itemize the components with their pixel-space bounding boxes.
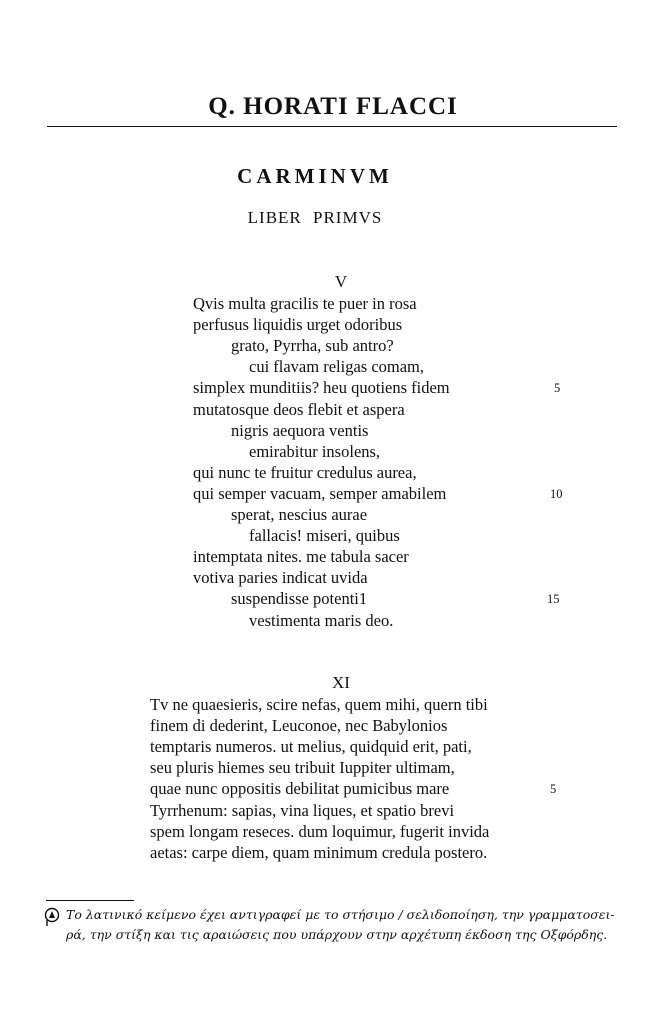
- verse-line: aetas: carpe diem, quam minimum credula postero.: [150, 842, 488, 862]
- verse-line: simplex munditiis? heu quotiens fidem: [193, 378, 450, 398]
- publisher-mark-icon: [44, 907, 60, 927]
- footnote-line: ρά, την στίξη και τις αραιώσεις που υπάρχουν στην αρχέτυπη έκδοση της Οξφόρδης.: [66, 927, 608, 942]
- verse-line: intemptata nites. me tabula sacer: [193, 547, 409, 567]
- verse-line: grato, Pyrrha, sub antro?: [231, 336, 394, 356]
- verse-line: fallacis! miseri, quibus: [249, 526, 400, 546]
- verse-line: perfusus liquidis urget odoribus: [193, 315, 403, 335]
- verse-line: temptaris numeros. ut melius, quidquid erit, pati,: [150, 737, 472, 757]
- verse-line: vestimenta maris deo.: [249, 610, 394, 630]
- line-number: 15: [547, 592, 560, 607]
- verse-line: nigris aequora ventis: [231, 420, 369, 440]
- poem-number: V: [334, 272, 348, 291]
- verse-line: emirabitur insolens,: [249, 441, 381, 461]
- verse-line: Tv ne quaesieris, scire nefas, quem mihi, quern tibi: [150, 695, 488, 714]
- verse-line: seu pluris hiemes seu tribuit Iuppiter ultimam,: [150, 758, 455, 778]
- book-title: CARMINVM: [237, 164, 393, 188]
- verse-line: mutatosque deos flebit et aspera: [193, 399, 405, 419]
- line-number: 5: [554, 381, 561, 396]
- verse-line: suspendisse potenti1: [231, 589, 368, 609]
- running-head: Q. HORATI FLACCI: [208, 93, 458, 120]
- footnote-rule: [46, 900, 134, 901]
- book-subtitle: LIBER PRIMVS: [247, 208, 383, 227]
- verse-line: Qvis multa gracilis te puer in rosa: [193, 294, 417, 313]
- verse-line: votiva paries indicat uvida: [193, 568, 368, 588]
- line-number: 5: [550, 782, 557, 797]
- footnote-line: Το λατινικό κείμενο έχει αντιγραφεί με το στήσιμο / σελιδοποίηση, την γραμματοσει-: [66, 907, 615, 922]
- verse-line: qui nunc te fruitur credulus aurea,: [193, 462, 417, 482]
- verse-line: quae nunc oppositis debilitat pumicibus mare: [150, 779, 450, 799]
- poem-number: XI: [332, 673, 350, 692]
- verse-line: Tyrrhenum: sapias, vina liques, et spatio brevi: [150, 800, 455, 820]
- verse-line: sperat, nescius aurae: [231, 505, 368, 524]
- verse-line: spem longam reseces. dum loquimur, fugerit invida: [150, 821, 490, 841]
- verse-line: qui semper vacuam, semper amabilem: [193, 483, 447, 503]
- verse-line: cui flavam religas comam,: [249, 357, 425, 377]
- line-number: 10: [550, 486, 563, 501]
- header-rule: [47, 126, 617, 127]
- verse-line: finem di dederint, Leuconoe, nec Babylonios: [150, 716, 448, 736]
